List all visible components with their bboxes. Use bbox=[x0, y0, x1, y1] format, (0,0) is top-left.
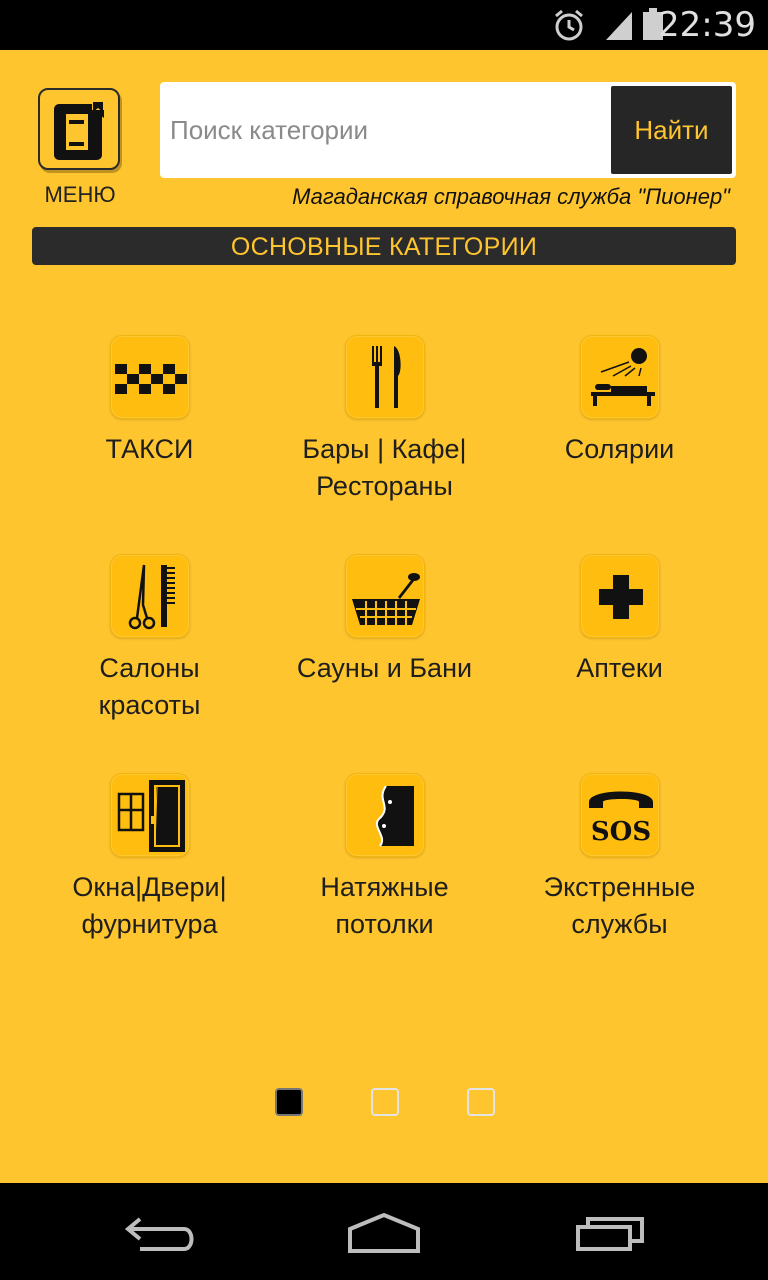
category-windows-doors[interactable] bbox=[32, 773, 267, 943]
home-button[interactable] bbox=[334, 1205, 434, 1260]
category-label: Бары | Кафе| Рестораны bbox=[302, 434, 467, 501]
search-input[interactable] bbox=[160, 82, 608, 178]
system-nav-bar bbox=[0, 1183, 768, 1280]
menu-button[interactable] bbox=[38, 88, 120, 170]
status-bar bbox=[0, 0, 768, 50]
page-indicator bbox=[0, 1088, 768, 1118]
page-dot-1[interactable] bbox=[275, 1088, 303, 1116]
svg-text:SOS: SOS bbox=[590, 817, 651, 847]
fork-knife-icon bbox=[345, 335, 425, 419]
window-door-icon bbox=[110, 773, 190, 857]
scissors-comb-icon bbox=[110, 554, 190, 638]
pharmacy-cross-icon bbox=[580, 554, 660, 638]
stretch-ceiling-icon bbox=[345, 773, 425, 857]
category-taxi[interactable] bbox=[32, 335, 267, 468]
taxi-checker-icon bbox=[110, 335, 190, 419]
alarm-icon bbox=[552, 8, 586, 47]
sauna-bucket-icon bbox=[345, 554, 425, 638]
category-label: Сауны и Бани bbox=[296, 653, 473, 683]
back-button[interactable] bbox=[110, 1205, 210, 1260]
page-dot-3[interactable] bbox=[467, 1088, 495, 1116]
search-button[interactable]: Найти bbox=[611, 86, 732, 174]
category-stretch-ceilings[interactable] bbox=[267, 773, 502, 943]
category-solariums[interactable] bbox=[502, 335, 737, 468]
app-content bbox=[0, 50, 768, 1183]
category-label: Солярии bbox=[564, 434, 675, 464]
back-icon bbox=[110, 1247, 210, 1264]
menu-label: МЕНЮ bbox=[44, 182, 116, 207]
category-saunas[interactable] bbox=[267, 554, 502, 687]
recent-apps-icon bbox=[560, 1247, 660, 1264]
category-beauty-salons[interactable] bbox=[32, 554, 267, 724]
home-icon bbox=[334, 1247, 434, 1264]
category-label: Салоны красоты bbox=[98, 653, 201, 720]
category-label: ТАКСИ bbox=[105, 434, 194, 464]
category-bars-cafes[interactable] bbox=[267, 335, 502, 505]
app-subtitle: Магаданская справочная служба "Пионер" bbox=[292, 184, 730, 209]
category-label: Окна|Двери| фурнитура bbox=[72, 872, 227, 939]
category-label: Натяжные потолки bbox=[320, 872, 449, 939]
clock: 22:39 bbox=[658, 5, 756, 45]
sos-phone-icon bbox=[580, 773, 660, 857]
category-pharmacies[interactable] bbox=[502, 554, 737, 687]
page-dot-2[interactable] bbox=[371, 1088, 399, 1116]
search-box bbox=[160, 82, 736, 178]
section-title: ОСНОВНЫЕ КАТЕГОРИИ bbox=[32, 227, 736, 265]
sunbed-icon bbox=[580, 335, 660, 419]
category-label: Экстренные службы bbox=[543, 872, 696, 939]
category-emergency[interactable] bbox=[502, 773, 737, 943]
signal-icon bbox=[604, 8, 634, 47]
recent-apps-button[interactable] bbox=[560, 1205, 660, 1260]
category-label: Аптеки bbox=[576, 653, 663, 683]
